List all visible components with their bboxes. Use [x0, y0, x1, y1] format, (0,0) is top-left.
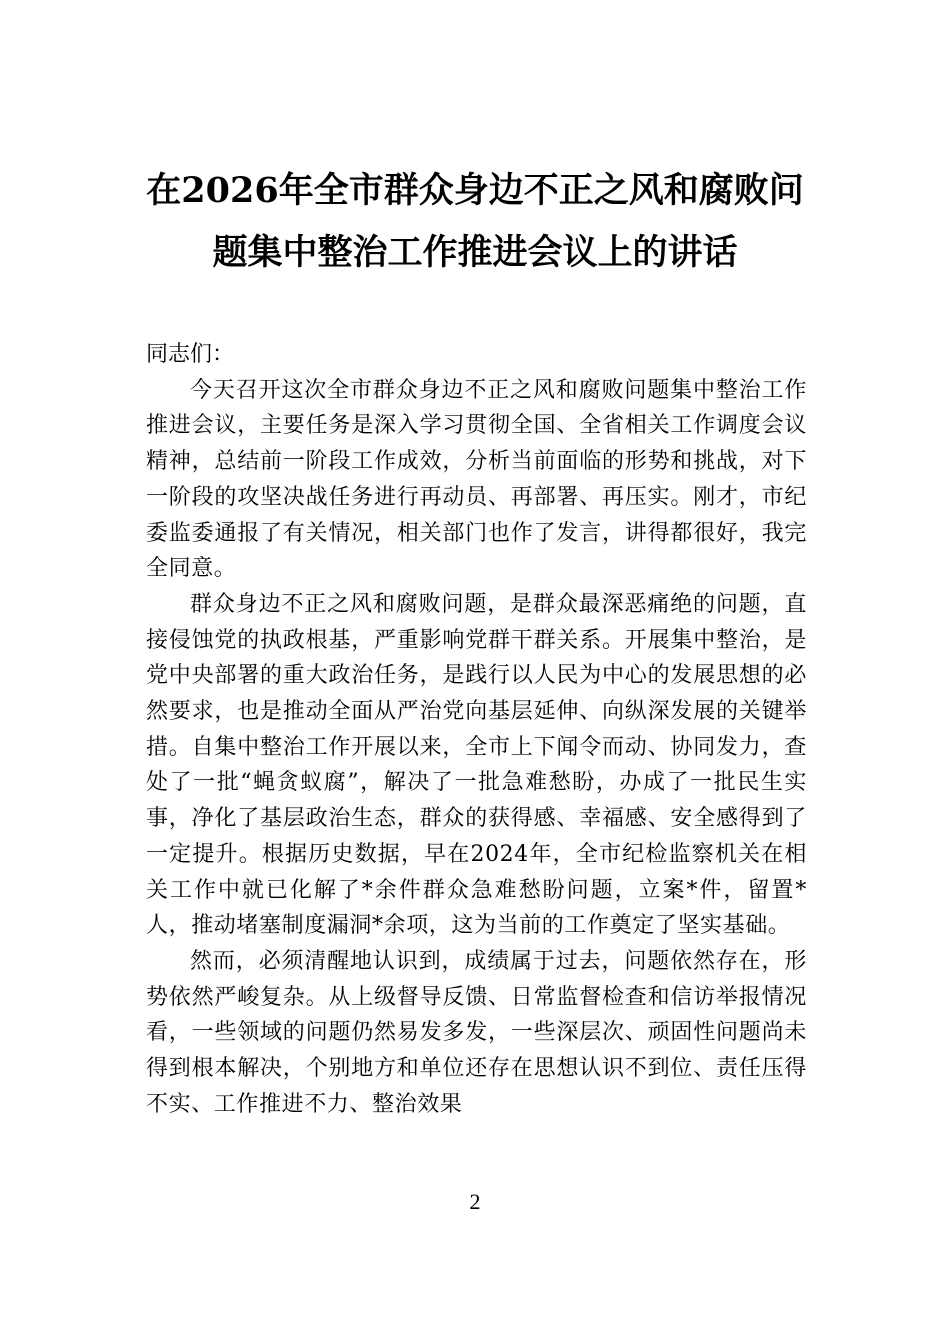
document-body	[146, 337, 807, 1122]
document-title	[140, 160, 810, 284]
paragraph-3: 然而，必须清醒地认识到，成绩属于过去，问题依然存在，形势依然严峻复杂。从上级督导反馈、日常监督检查和信访举报情况看，一些领域的问题仍然易发多发，一些深层次、顽固性问题尚未得到根本解决，个别地方和单位还存在思想认识不到位、责任压得不实、工作推进不力、整治效果	[146, 948, 807, 1117]
salutation: 同志们：	[146, 342, 235, 367]
title-line-1: 在2026年全市群众身边不正之风和腐败问	[146, 170, 804, 211]
paragraph-1: 今天召开这次全市群众身边不正之风和腐败问题集中整治工作推进会议，主要任务是深入学习贯彻全国、全省相关工作调度会议精神，总结前一阶段工作成效，分析当前面临的形势和挑战，对下一阶段的攻坚决战任务进行再动员、再部署、再压实。刚才，市纪委监委通报了有关情况，相关部门也作了发言，讲得都很好，我完全同意。	[146, 377, 807, 582]
page-number: 2	[469, 1189, 481, 1214]
title-line-2: 题集中整治工作推进会议上的讲话	[212, 232, 738, 273]
paragraph-2: 群众身边不正之风和腐败问题，是群众最深恶痛绝的问题，直接侵蚀党的执政根基，严重影响党群干群关系。开展集中整治，是党中央部署的重大政治任务，是践行以人民为中心的发展思想的必然要求，也是推动全面从严治党向基层延伸、向纵深发展的关键举措。自集中整治工作开展以来，全市上下闻令而动、协同发力，查处了一批“蝇贪蚁腐”，解决了一批急难愁盼，办成了一批民生实事，净化了基层政治生态，群众的获得感、幸福感、安全感得到了一定提升。根据历史数据，早在2024年，全市纪检监察机关在相关工作中就已化解了*余件群众急难愁盼问题，立案*件，留置*人，推动堵塞制度漏洞*余项，这为当前的工作奠定了坚实基础。	[146, 591, 807, 939]
